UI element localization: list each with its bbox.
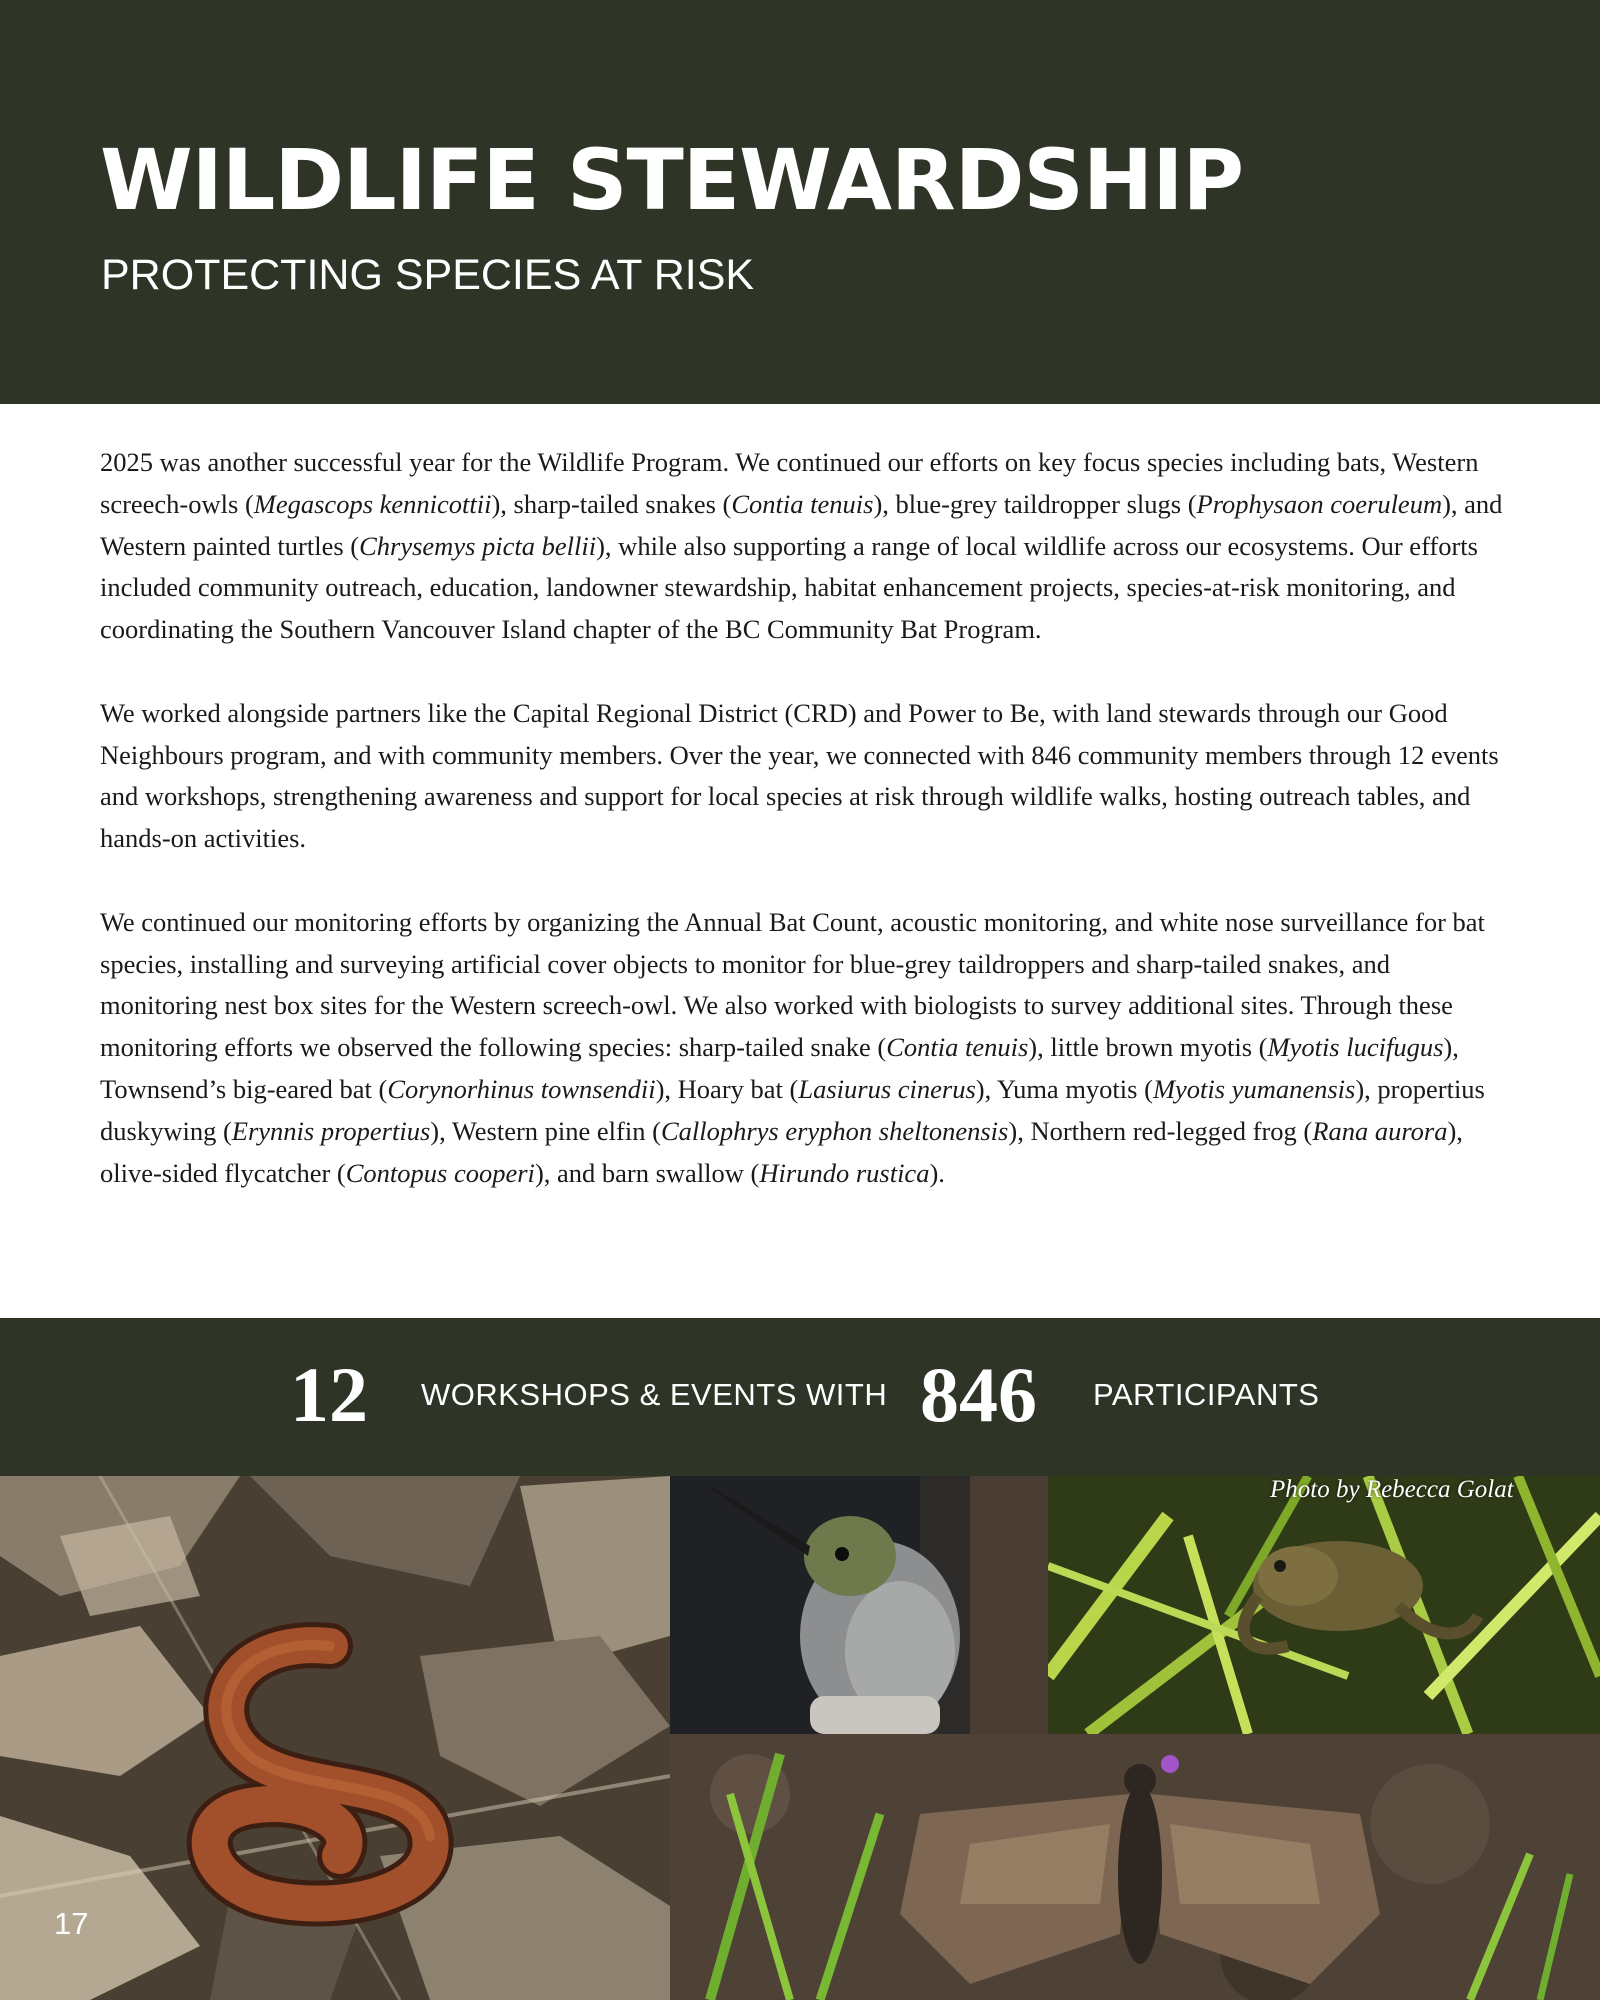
body-text-run: ), little brown myotis (: [1028, 1032, 1268, 1063]
page-title: WILDLIFE STEWARDSHIP: [100, 131, 1244, 229]
participants-label: PARTICIPANTS: [1093, 1377, 1320, 1412]
species-name: Chrysemys picta bellii: [359, 530, 597, 561]
body-text-run: ), Yuma myotis (: [975, 1073, 1153, 1104]
body-text-run: ).: [929, 1157, 945, 1188]
body-text-run: ), Hoary bat (: [655, 1073, 799, 1104]
species-name: Megascops kennicottii: [253, 488, 492, 519]
body-text-run: ), olive-sided flycatcher (: [100, 1115, 1463, 1188]
body-text-run: ), while also supporting a range of local wildlife across our ecosystems. Our efforts included community outreach, education, landowner stewardship, habitat enhancement projects, species-at-risk monitoring, and coordinating the Southern Vancouver Island chapter of the BC Community Bat Program.: [100, 530, 1478, 645]
species-name: Contia tenuis: [886, 1032, 1029, 1063]
hummingbird-photo: [670, 1476, 1048, 1734]
body-text-run: ), blue-grey taildropper slugs (: [873, 488, 1197, 519]
page-number: 17: [54, 1906, 89, 1941]
species-name: Lasiurus cinerus: [798, 1073, 976, 1104]
sharp-tailed-snake-photo: [0, 1476, 670, 2000]
species-name: Contia tenuis: [731, 488, 874, 519]
body-text-run: ), Northern red-legged frog (: [1008, 1115, 1313, 1146]
body-text-run: ), Western pine elfin (: [430, 1115, 661, 1146]
page-subtitle: PROTECTING SPECIES AT RISK: [101, 251, 755, 299]
body-paragraph: [100, 693, 1512, 860]
body-text-run: ), Townsend’s big-eared bat (: [100, 1032, 1459, 1104]
body-text-run: We worked alongside partners like the Capital Regional District (CRD) and Power to Be, with land stewards through our Good Neighbours program, and with community members. Over the year, we connected with 846 community members through 12 events and workshops, strengthening awareness and support for local species at risk through wildlife walks, hosting outreach tables, and hands-on activities.: [100, 697, 1499, 854]
body-text: [100, 442, 1512, 1194]
body-text-run: ), sharp-tailed snakes (: [491, 488, 732, 519]
workshops-count: 12: [290, 1351, 368, 1438]
species-name: Callophrys eryphon sheltonensis: [660, 1115, 1009, 1146]
species-name: Contopus cooperi: [345, 1157, 535, 1188]
species-name: Corynorhinus townsendii: [387, 1073, 656, 1104]
participants-count: 846: [920, 1351, 1037, 1438]
workshops-label: WORKSHOPS & EVENTS WITH: [421, 1377, 888, 1412]
species-name: Myotis lucifugus: [1267, 1032, 1444, 1063]
species-name: Hirundo rustica: [759, 1157, 930, 1188]
photo-credit: Photo by Rebecca Golat: [1270, 1476, 1514, 1503]
species-name: Prophysaon coeruleum: [1196, 488, 1443, 519]
body-paragraph: [100, 902, 1512, 1195]
body-text-run: ), and Western painted turtles (: [100, 488, 1503, 561]
body-text-run: We continued our monitoring efforts by organizing the Annual Bat Count, acoustic monitoring, and white nose surveillance for bat species, installing and surveying artificial cover objects to monitor for blue-grey taildroppers and sharp-tailed snakes, and monitoring nest box sites for the Western screech-owl. We also worked with biologists to survey additional sites. Through these monitoring efforts we observed the following species: sharp-tailed snake (: [100, 906, 1485, 1063]
duskywing-butterfly-photo: [670, 1734, 1600, 2000]
body-text-run: ), and barn swallow (: [534, 1157, 760, 1188]
red-legged-frog-photo: [1048, 1476, 1600, 1734]
body-text-run: ), propertius duskywing (: [100, 1073, 1485, 1146]
species-name: Rana aurora: [1312, 1115, 1448, 1146]
species-name: Erynnis propertius: [231, 1115, 431, 1146]
species-name: Myotis yumanensis: [1152, 1073, 1356, 1104]
body-text-run: 2025 was another successful year for the Wildlife Program. We continued our efforts on key focus species including bats, Western screech-owls (: [100, 447, 1479, 519]
body-paragraph: [100, 442, 1512, 651]
